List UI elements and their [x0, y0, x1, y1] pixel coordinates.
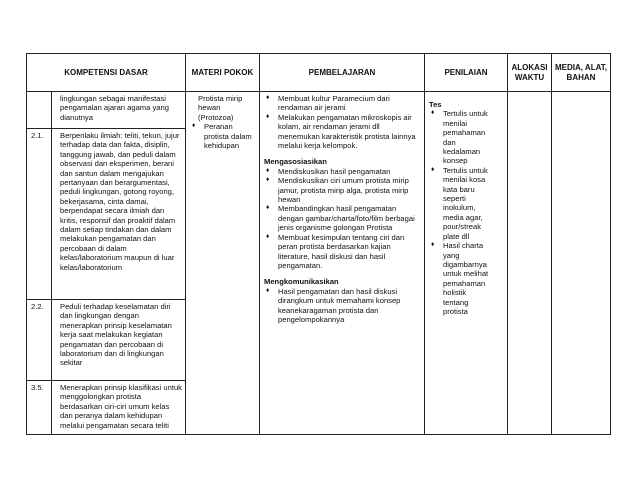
header-penilaian: PENILAIAN — [425, 54, 508, 92]
alokasi-cell — [508, 92, 552, 435]
header-media-alat-bahan: MEDIA, ALAT, BAHAN — [552, 54, 611, 92]
header-alokasi-waktu: ALOKASI WAKTU — [508, 54, 552, 92]
kompetensi-number: 2.2. — [31, 302, 44, 311]
syllabus-table — [26, 53, 611, 435]
section-title-mengkomunikasikan: Mengkomunikasikan — [264, 277, 339, 287]
pembelajaran-item: ♦ Melakukan pengamatan mikroskopis air kolam, air rendaman jerami dll menemukan karakteristik protista lainnya melalui kerja kelompok. — [264, 113, 420, 151]
kompetensi-number: 2.1. — [31, 131, 44, 140]
pembelajaran-cell — [260, 92, 425, 435]
penilaian-item: ♦ Tertulis untuk menilai pemahaman dan kedalaman konsep — [429, 109, 503, 165]
kompetensi-item — [27, 92, 185, 128]
kompetensi-number: 3.5. — [31, 383, 44, 392]
pembelajaran-item: ♦ Membandingkan hasil pengamatan dengan gambar/charta/foto/film berbagai jenis organisme golongan Protista — [264, 204, 420, 232]
header-kompetensi-dasar: KOMPETENSI DASAR — [27, 54, 186, 92]
kompetensi-text: Menerapkan prinsip klasifikasi untuk menggolongkan protista berdasarkan ciri-ciri umum kelas dan peranya dalam kehidupan melalui pengamatan secara teliti — [51, 381, 185, 434]
pembelajaran-item: ♦ Hasil pengamatan dan hasil diskusi dirangkum untuk memahami konsep keanekaragaman protista dan pengelompokannya — [264, 287, 420, 325]
penilaian-cell — [425, 92, 508, 435]
pembelajaran-item: ♦ Mendiskusikan ciri umum protista mirip jamur, protista mirip alga, protista mirip hewan — [264, 176, 420, 204]
materi-cell — [186, 92, 260, 435]
kompetensi-item — [27, 380, 185, 434]
header-materi-pokok: MATERI POKOK — [186, 54, 260, 92]
materi-item: ♦ Peranan protista dalam kehidupan — [190, 122, 255, 150]
table-row — [27, 92, 611, 435]
kompetensi-text: lingkungan sebagai manifestasi pengamalan ajaran agama yang dianutnya — [51, 92, 185, 128]
table-header-row — [27, 54, 611, 92]
section-title-mengasosiasikan: Mengasosiasikan — [264, 157, 327, 167]
pembelajaran-item: ♦ Membuat kultur Paramecium dari rendaman air jerami — [264, 94, 420, 113]
kompetensi-item — [27, 128, 185, 299]
penilaian-title: Tes — [429, 100, 442, 109]
pembelajaran-item: ♦ Membuat kesimpulan tentang ciri dan peran protista berdasarkan kajian literature, hasil diskusi dan hasil pengamatan. — [264, 233, 420, 271]
kompetensi-item — [27, 299, 185, 380]
materi-item: Protista mirip hewan (Protozoa) — [198, 94, 243, 122]
kompetensi-text: Peduli terhadap keselamatan diri dan lingkungan dengan menerapkan prinsip keselamatan kerja saat melakukan kegiatan pengamatan dan percobaan di laboratorium dan di lingkungan sekitar — [51, 300, 185, 380]
header-pembelajaran: PEMBELAJARAN — [260, 54, 425, 92]
kompetensi-text: Berperilaku ilmiah: teliti, tekun, jujur terhadap data dan fakta, disiplin, tanggung jawab, dan peduli dalam observasi dan eksperimen, berani dan santun dalam mengajukan pertanyaan dan berargumentasi, peduli lingkungan, gotong royong, bekerjasama, cinta damai, berpendapat secara ilmiah dan kritis, responsif dan proaktif dalam dalam setiap tindakan dan dalam melakukan pengamatan dan percobaan di dalam kelas/laboratorium maupun di luar kelas/laboratorium — [51, 129, 185, 299]
penilaian-item: ♦ Tertulis untuk menilai kosa kata baru seperti inokulum, media agar, pour/streak plate dll — [429, 166, 503, 241]
kompetensi-number — [27, 92, 51, 128]
penilaian-item: ♦ Hasil charta yang digambarnya untuk melihat pemahaman holistik tentang protista — [429, 241, 503, 316]
media-cell — [552, 92, 611, 435]
pembelajaran-item: ♦ Mendiskusikan hasil pengamatan — [264, 167, 420, 176]
kompetensi-cell — [27, 92, 186, 435]
